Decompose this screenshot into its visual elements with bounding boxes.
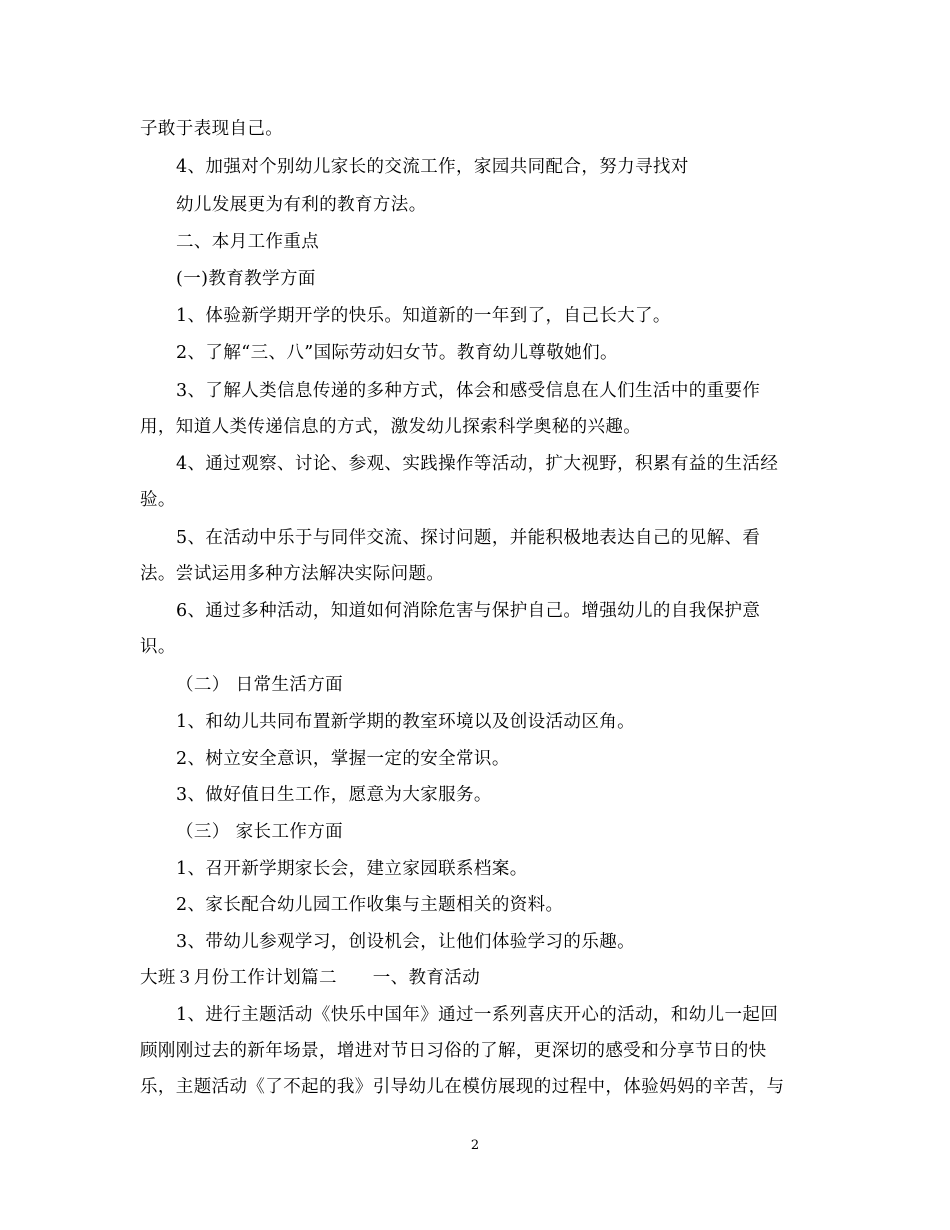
text-line: 识。 bbox=[140, 637, 176, 657]
text-line: 子敢于表现自己。 bbox=[140, 119, 284, 139]
page-number: 2 bbox=[470, 1138, 480, 1153]
text-line: 乐，主题活动《了不起的我》引导幼儿在模仿展现的过程中，体验妈妈的辛苦，与 bbox=[140, 1077, 785, 1097]
text-line: 1、体验新学期开学的快乐。知道新的一年到了，自己长大了。 bbox=[176, 306, 671, 326]
text-line: 法。尝试运用多种方法解决实际问题。 bbox=[140, 564, 445, 584]
text-line: 幼儿发展更为有利的教育方法。 bbox=[176, 195, 427, 215]
text-line: 2、了解“三、八”国际劳动妇女节。教育幼儿尊敬她们。 bbox=[176, 343, 618, 363]
subsection-heading: (一)教育教学方面 bbox=[176, 269, 316, 289]
subsection-heading: （二） 日常生活方面 bbox=[176, 675, 344, 695]
subsection-heading: （三） 家长工作方面 bbox=[176, 822, 344, 842]
text-line: 3、了解人类信息传递的多种方式，体会和感受信息在人们生活中的重要作 bbox=[176, 381, 761, 401]
text-line: 6、通过多种活动，知道如何消除危害与保护自己。增强幼儿的自我保护意 bbox=[176, 601, 761, 621]
text-line: 3、带幼儿参观学习，创设机会，让他们体验学习的乐趣。 bbox=[176, 932, 636, 952]
text-line: 3、做好值日生工作，愿意为大家服务。 bbox=[176, 785, 492, 805]
text-line: 1、召开新学期家长会，建立家园联系档案。 bbox=[176, 859, 528, 879]
text-line: 1、进行主题活动《快乐中国年》通过一系列喜庆开心的活动，和幼儿一起回 bbox=[176, 1005, 779, 1025]
text-line: 验。 bbox=[140, 490, 176, 510]
text-line: 用，知道人类传递信息的方式，激发幼儿探索科学奥秘的兴趣。 bbox=[140, 417, 642, 437]
text-line: 1、和幼儿共同布置新学期的教室环境以及创设活动区角。 bbox=[176, 712, 636, 732]
section-heading: 大班３月份工作计划篇二 一、教育活动 bbox=[140, 968, 481, 988]
text-line: 2、家长配合幼儿园工作收集与主题相关的资料。 bbox=[176, 895, 564, 915]
text-line: 2、树立安全意识，掌握一定的安全常识。 bbox=[176, 749, 510, 769]
text-line: 4、通过观察、讨论、参观、实践操作等活动，扩大视野，积累有益的生活经 bbox=[176, 454, 779, 474]
text-line: 4、加强对个别幼儿家长的交流工作，家园共同配合，努力寻找对 bbox=[176, 157, 689, 177]
text-line: 5、在活动中乐于与同伴交流、探讨问题，并能积极地表达自己的见解、看 bbox=[176, 528, 761, 548]
section-heading: 二、本月工作重点 bbox=[176, 232, 320, 252]
text-line: 顾刚刚过去的新年场景，增进对节日习俗的了解，更深切的感受和分享节日的快 bbox=[140, 1041, 767, 1061]
